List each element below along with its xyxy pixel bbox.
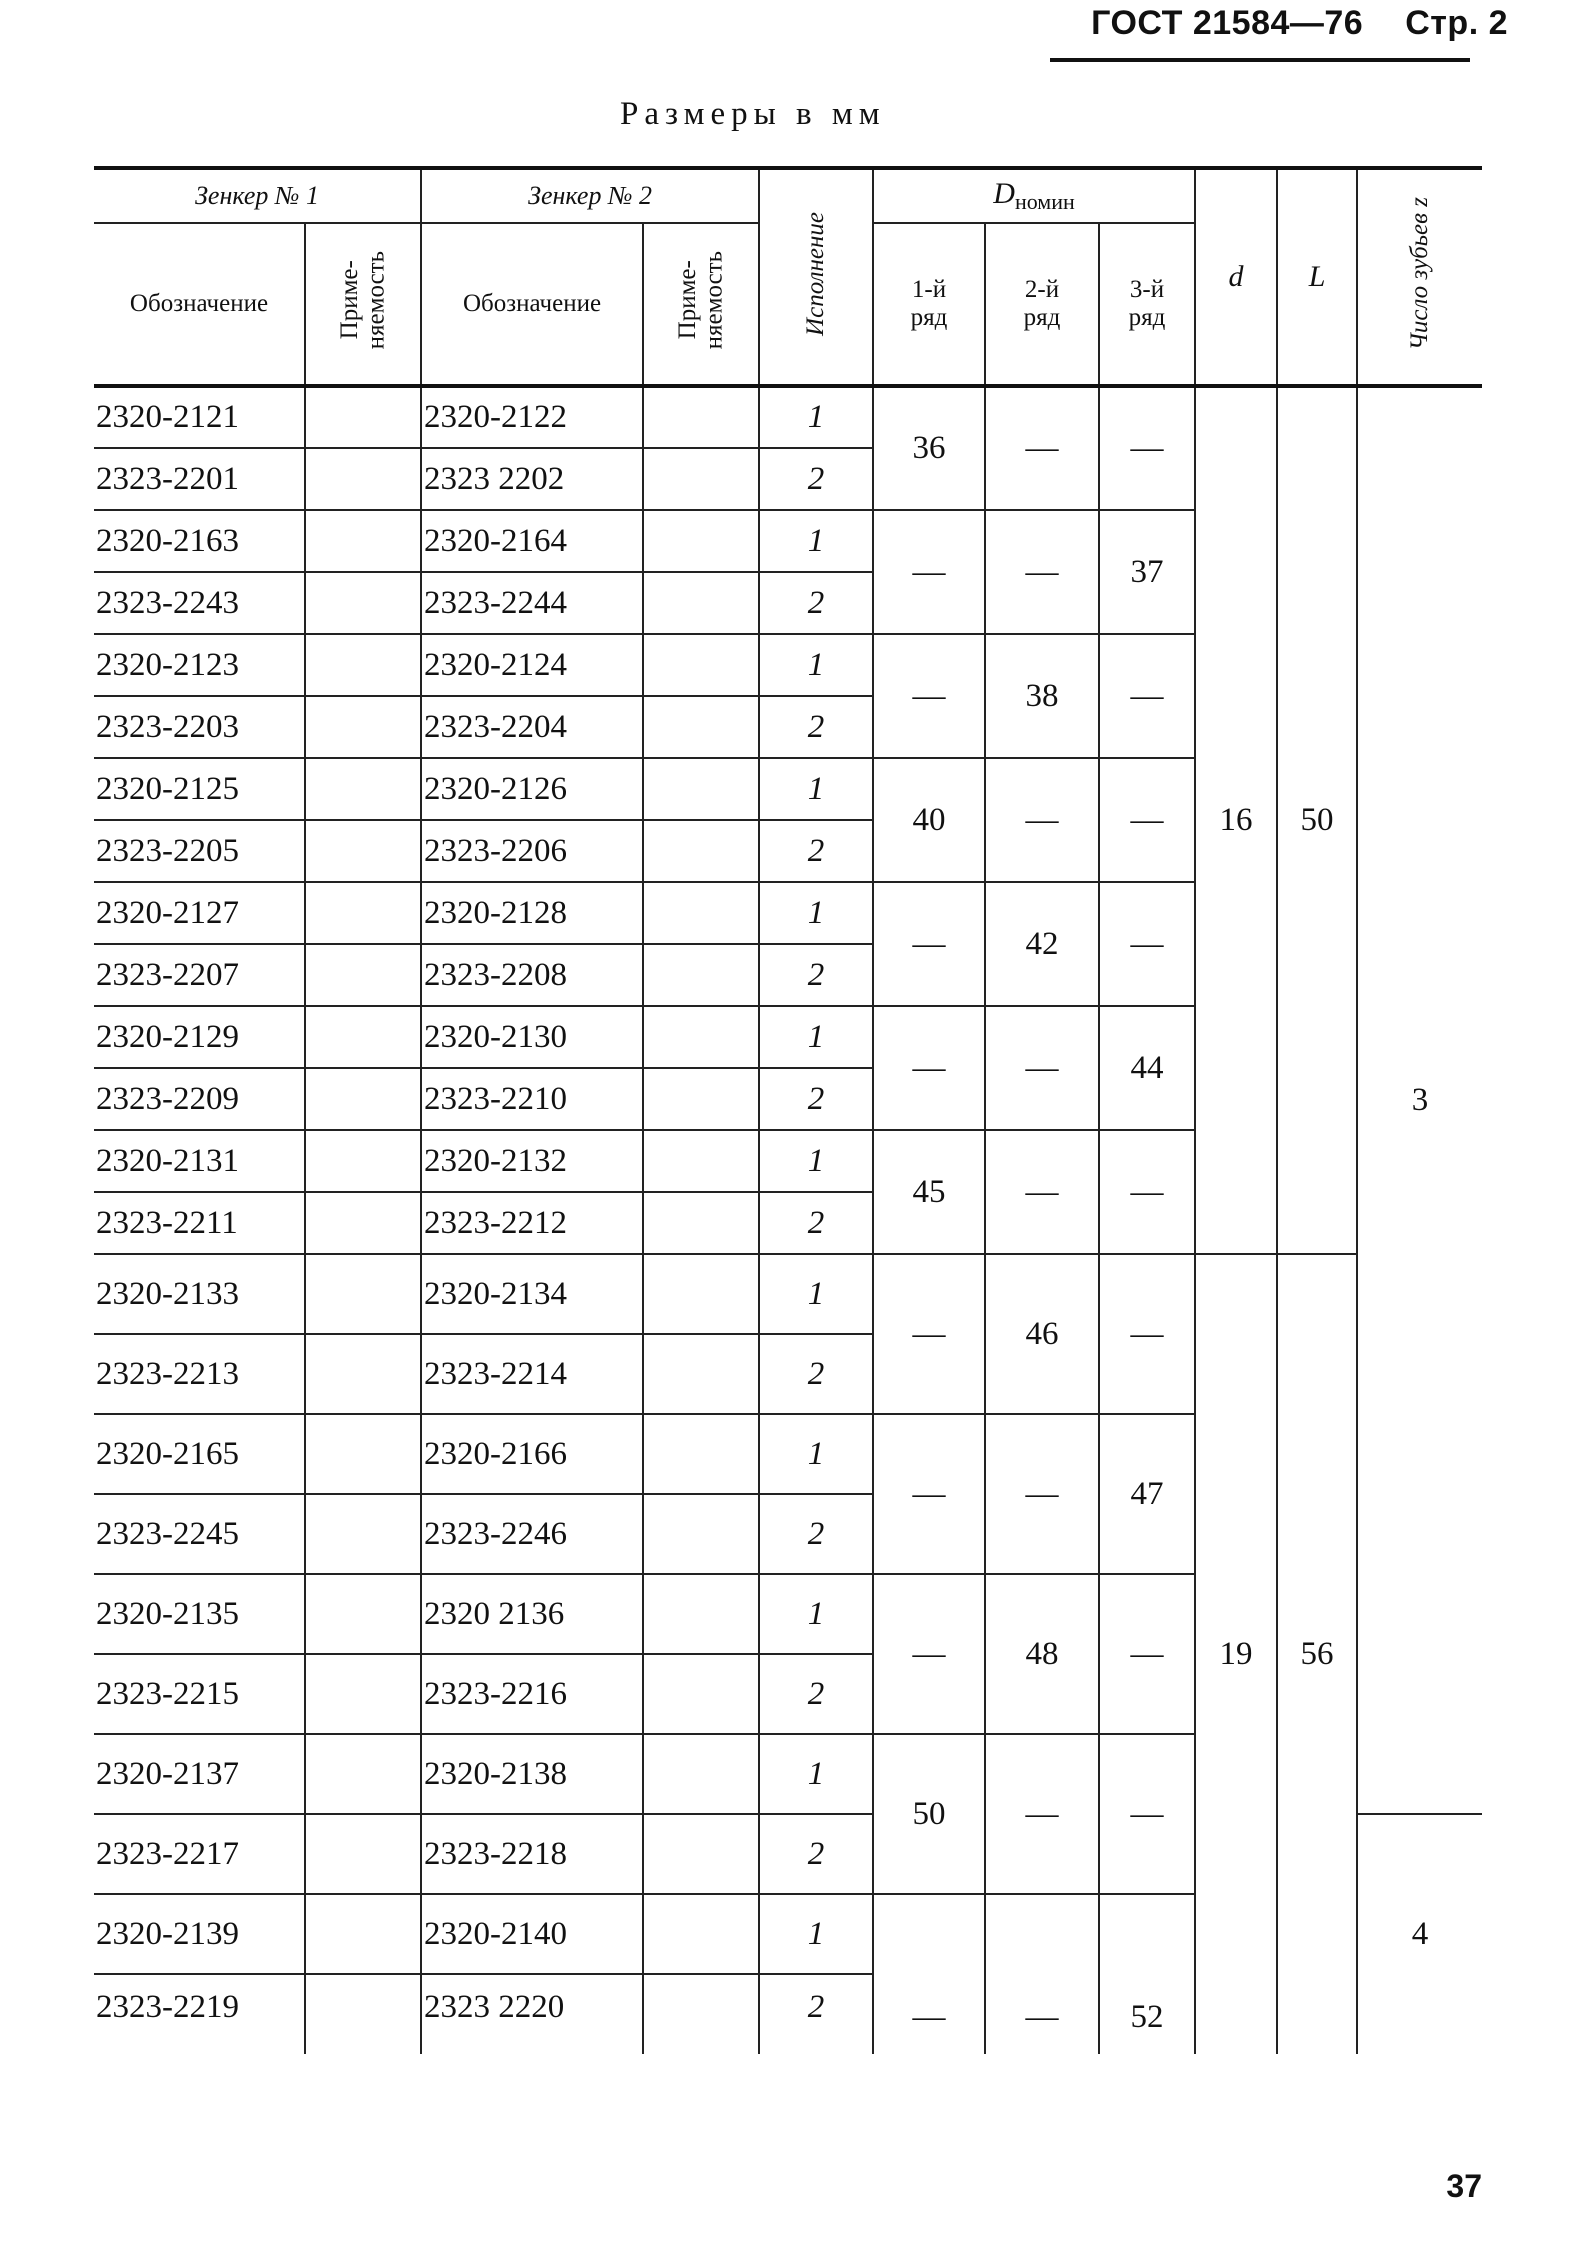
header-rule <box>1050 58 1470 62</box>
zenker1-code: 2320-2139 <box>94 1894 305 1974</box>
zenker1-code: 2320-2165 <box>94 1414 305 1494</box>
zenker2-applicability <box>643 1006 759 1068</box>
zenker2-applicability <box>643 882 759 944</box>
zenker1-applicability <box>305 1006 421 1068</box>
d-row3-value: — <box>1099 1130 1195 1254</box>
zenker2-code: 2323 2202 <box>421 448 643 510</box>
zenker2-applicability <box>643 634 759 696</box>
execution-value: 2 <box>759 572 873 634</box>
zenker1-code: 2323-2215 <box>94 1654 305 1734</box>
zenker2-applicability <box>643 758 759 820</box>
zenker2-applicability <box>643 1894 759 1974</box>
zenker1-applicability <box>305 572 421 634</box>
zenker2-applicability <box>643 1414 759 1494</box>
zenker2-applicability <box>643 1254 759 1334</box>
d-row2-value: — <box>985 510 1099 634</box>
header-execution: Исполнение <box>759 168 873 386</box>
table-caption: Размеры в мм <box>620 96 886 132</box>
execution-value: 1 <box>759 1574 873 1654</box>
d-row1-value: — <box>873 1574 985 1734</box>
zenker1-applicability <box>305 1192 421 1254</box>
zenker1-applicability <box>305 1068 421 1130</box>
zenker2-code: 2320-2128 <box>421 882 643 944</box>
dimensions-table <box>94 166 1482 2054</box>
zenker1-applicability <box>305 1414 421 1494</box>
zenker1-code: 2323-2211 <box>94 1192 305 1254</box>
zenker2-applicability <box>643 944 759 1006</box>
header-row-3: 3-й ряд <box>1099 223 1195 386</box>
zenker1-code: 2320-2135 <box>94 1574 305 1654</box>
d-row3-value: — <box>1099 386 1195 510</box>
d-row2-value: — <box>985 1734 1099 1894</box>
zenker2-applicability <box>643 1192 759 1254</box>
execution-value: 2 <box>759 820 873 882</box>
zenker2-code: 2320-2138 <box>421 1734 643 1814</box>
d-row2-value: — <box>985 758 1099 882</box>
zenker1-applicability <box>305 820 421 882</box>
d-row3-value: — <box>1099 758 1195 882</box>
header-zenker-2: Зенкер № 2 <box>421 168 759 223</box>
header-applicability-1: Приме- няемость <box>305 223 421 386</box>
zenker2-code: 2323 2220 <box>421 1974 643 2054</box>
execution-value: 1 <box>759 634 873 696</box>
d-row3-value: 37 <box>1099 510 1195 634</box>
d-row2-value: — <box>985 386 1099 510</box>
execution-value: 2 <box>759 1494 873 1574</box>
d-value: 19 <box>1195 1254 1277 2054</box>
execution-value: 1 <box>759 882 873 944</box>
d-row1-value: 40 <box>873 758 985 882</box>
teeth-value: 3 <box>1357 386 1482 1814</box>
d-row1-value: 36 <box>873 386 985 510</box>
header-d-nom: $D_{номин}$ <box>873 168 1195 223</box>
header-designation-2: Обозначение <box>421 223 643 386</box>
zenker2-applicability <box>643 1574 759 1654</box>
execution-value: 1 <box>759 1254 873 1334</box>
execution-value: 2 <box>759 696 873 758</box>
page-label: Стр. 2 <box>1405 4 1508 42</box>
zenker2-code: 2323-2246 <box>421 1494 643 1574</box>
zenker1-applicability <box>305 1654 421 1734</box>
zenker2-applicability <box>643 696 759 758</box>
execution-value: 1 <box>759 1006 873 1068</box>
execution-value: 1 <box>759 758 873 820</box>
zenker2-code: 2323-2206 <box>421 820 643 882</box>
zenker1-code: 2323-2201 <box>94 448 305 510</box>
execution-value: 1 <box>759 510 873 572</box>
zenker2-code: 2320-2124 <box>421 634 643 696</box>
d-row2-value: — <box>985 1414 1099 1574</box>
zenker1-applicability <box>305 696 421 758</box>
zenker1-applicability <box>305 882 421 944</box>
execution-value: 2 <box>759 1974 873 2054</box>
execution-value: 1 <box>759 1734 873 1814</box>
table-row <box>94 386 1482 448</box>
zenker1-applicability <box>305 1494 421 1574</box>
zenker1-code: 2323-2209 <box>94 1068 305 1130</box>
zenker1-code: 2320-2131 <box>94 1130 305 1192</box>
zenker1-code: 2323-2243 <box>94 572 305 634</box>
page-number: 37 <box>1446 2168 1482 2204</box>
zenker1-applicability <box>305 448 421 510</box>
zenker2-applicability <box>643 386 759 448</box>
execution-value: 1 <box>759 386 873 448</box>
zenker1-code: 2323-2217 <box>94 1814 305 1894</box>
zenker1-applicability <box>305 1894 421 1974</box>
d-row2-value: — <box>985 1006 1099 1130</box>
zenker2-code: 2320-2134 <box>421 1254 643 1334</box>
d-row1-value: — <box>873 1894 985 2054</box>
zenker2-applicability <box>643 510 759 572</box>
zenker1-code: 2320-2137 <box>94 1734 305 1814</box>
header-designation-1: Обозначение <box>94 223 305 386</box>
header-row-2: 2-й ряд <box>985 223 1099 386</box>
zenker2-applicability <box>643 1334 759 1414</box>
header-applicability-2: Приме- няемость <box>643 223 759 386</box>
d-row1-value: — <box>873 882 985 1006</box>
zenker2-applicability <box>643 572 759 634</box>
zenker2-code: 2320-2122 <box>421 386 643 448</box>
zenker1-code: 2320-2125 <box>94 758 305 820</box>
table-body <box>94 386 1482 2054</box>
zenker1-code: 2323-2205 <box>94 820 305 882</box>
zenker1-applicability <box>305 944 421 1006</box>
zenker2-applicability <box>643 820 759 882</box>
d-row1-value: — <box>873 1006 985 1130</box>
zenker1-code: 2320-2121 <box>94 386 305 448</box>
zenker2-applicability <box>643 1068 759 1130</box>
zenker1-applicability <box>305 1734 421 1814</box>
zenker1-code: 2320-2129 <box>94 1006 305 1068</box>
zenker2-applicability <box>643 1734 759 1814</box>
d-row2-value: 38 <box>985 634 1099 758</box>
zenker1-code: 2323-2219 <box>96 1989 239 2025</box>
standard-number: ГОСТ 21584—76 <box>1091 4 1364 42</box>
d-value: 16 <box>1195 386 1277 1254</box>
d-row1-value: — <box>873 510 985 634</box>
d-row1-value: — <box>873 634 985 758</box>
d-row2-value: — <box>985 1130 1099 1254</box>
header-zenker-1: Зенкер № 1 <box>94 168 421 223</box>
zenker2-code: 2323-2218 <box>421 1814 643 1894</box>
page-header <box>1091 4 1508 43</box>
zenker2-code: 2320-2164 <box>421 510 643 572</box>
teeth-value: 4 <box>1357 1814 1482 2054</box>
zenker2-code: 2323-2208 <box>421 944 643 1006</box>
zenker2-code: 2323-2210 <box>421 1068 643 1130</box>
zenker1-applicability <box>305 1334 421 1414</box>
execution-value: 2 <box>759 944 873 1006</box>
header-d: d <box>1195 168 1277 386</box>
zenker2-code: 2323-2244 <box>421 572 643 634</box>
zenker2-applicability <box>643 1494 759 1574</box>
zenker2-code: 2323-2204 <box>421 696 643 758</box>
zenker1-code: 2320-2123 <box>94 634 305 696</box>
d-row3-value: — <box>1099 1254 1195 1414</box>
d-row2-value: 48 <box>985 1574 1099 1734</box>
execution-value: 2 <box>759 1192 873 1254</box>
zenker1-applicability <box>305 510 421 572</box>
zenker2-code: 2323-2216 <box>421 1654 643 1734</box>
zenker1-applicability <box>305 758 421 820</box>
d-row1-value: 45 <box>873 1130 985 1254</box>
header-teeth: Число зубьев z <box>1357 168 1482 386</box>
zenker2-code: 2323-2212 <box>421 1192 643 1254</box>
zenker2-code: 2320-2130 <box>421 1006 643 1068</box>
header-row-1: 1-й ряд <box>873 223 985 386</box>
zenker1-code: 2320-2163 <box>94 510 305 572</box>
L-value: 50 <box>1277 386 1357 1254</box>
zenker1-applicability <box>305 1130 421 1192</box>
zenker2-code: 2323-2214 <box>421 1334 643 1414</box>
d-row3-value: — <box>1099 882 1195 1006</box>
execution-value: 2 <box>759 1814 873 1894</box>
d-row3-value: — <box>1099 1734 1195 1894</box>
zenker1-code: 2323-2203 <box>94 696 305 758</box>
zenker2-applicability <box>643 1974 759 2054</box>
zenker2-applicability <box>643 1814 759 1894</box>
d-row3-value: — <box>1099 634 1195 758</box>
zenker1-code: 2323-2207 <box>94 944 305 1006</box>
zenker2-code: 2320-2166 <box>421 1414 643 1494</box>
zenker1-code: 2320-2127 <box>94 882 305 944</box>
execution-value: 2 <box>759 448 873 510</box>
L-value: 56 <box>1277 1254 1357 2054</box>
zenker1-applicability <box>305 1574 421 1654</box>
execution-value: 2 <box>759 1334 873 1414</box>
d-row3-value: 52 <box>1099 1894 1195 2054</box>
zenker1-applicability <box>305 1974 421 2054</box>
execution-value: 1 <box>759 1894 873 1974</box>
zenker2-code: 2320-2132 <box>421 1130 643 1192</box>
d-row1-value: 50 <box>873 1734 985 1894</box>
zenker2-applicability <box>643 1654 759 1734</box>
zenker1-code: 2320-2133 <box>94 1254 305 1334</box>
zenker1-applicability <box>305 386 421 448</box>
zenker1-code: 2323-2213 <box>94 1334 305 1414</box>
execution-value: 1 <box>759 1130 873 1192</box>
zenker2-applicability <box>643 1130 759 1192</box>
execution-value: 2 <box>759 1068 873 1130</box>
zenker2-code: 2320-2140 <box>421 1894 643 1974</box>
zenker2-code: 2320-2126 <box>421 758 643 820</box>
table-row <box>94 1254 1482 1334</box>
zenker1-applicability <box>305 1814 421 1894</box>
header-L: L <box>1277 168 1357 386</box>
zenker1-applicability <box>305 1254 421 1334</box>
d-row2-value: — <box>985 1894 1099 2054</box>
d-row3-value: 47 <box>1099 1414 1195 1574</box>
zenker1-applicability <box>305 634 421 696</box>
d-row3-value: — <box>1099 1574 1195 1734</box>
d-row3-value: 44 <box>1099 1006 1195 1130</box>
execution-value: 2 <box>759 1654 873 1734</box>
d-row1-value: — <box>873 1414 985 1574</box>
zenker1-code: 2323-2245 <box>94 1494 305 1574</box>
execution-value: 1 <box>759 1414 873 1494</box>
zenker2-code: 2320 2136 <box>421 1574 643 1654</box>
d-row1-value: — <box>873 1254 985 1414</box>
d-row2-value: 42 <box>985 882 1099 1006</box>
zenker2-applicability <box>643 448 759 510</box>
d-row2-value: 46 <box>985 1254 1099 1414</box>
